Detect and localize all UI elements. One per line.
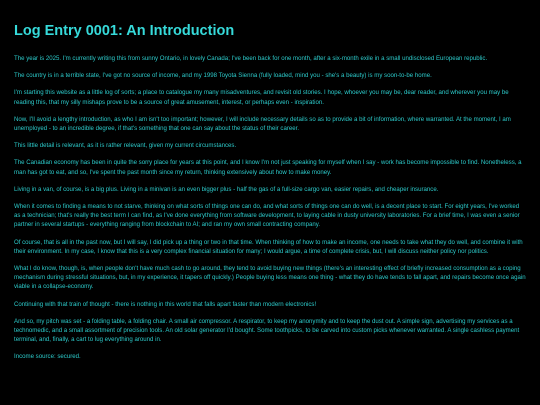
paragraph: Continuing with that train of thought - there is nothing in this world that falls apart faster than modern electronics! [14,300,317,308]
paragraph: The country is in a terrible state, I've got no source of income, and my 1998 Toyota Sienna (fully loaded, mind you - she's a beauty) is my soon-to-be home. [14,72,432,80]
paragraph: Now, I'll avoid a lengthy introduction, as who I am isn't too important; however, I will include necessary details so as to provide a bit of information, where warranted. At the moment, I am unemployed - to an incredible degree, if that's something that one can say about the status of their career. [14,115,511,132]
paragraph: Of course, that is all in the past now, but I will say, I did pick up a thing or two in that time. When thinking of how to make an income, one needs to take what they do well, and combine it with their environment. In my case, I know that this is a very complex financial situation for many; I would argue, a time of complete crisis, but, I will discuss neither policy nor politics. [14,238,523,255]
paragraph: The Canadian economy has been in quite the sorry place for years at this point, and I know I'm not just speaking for myself when I say - work has become impossible to find. Nonetheless, a man has got to eat, and so, I've spent the past month since my return, thinking extensively about how to make money. [14,159,522,176]
paragraph: This little detail is relevant, as it is rather relevant, given my current circumstances. [14,142,237,150]
paragraph: The year is 2025. I'm currently writing this from sunny Ontario, in lovely Canada; I've been back for one month, after a six-month exile in a small undisclosed European republic. [14,54,488,62]
paragraph: And so, my pitch was set - a folding table, a folding chair. A small air compressor. A respirator, to keep my anonymity and to keep the dust out. A simple sign, advertising my services as a technomedic, and a small assortment of precision tools. An old solar generator I'd bought. Some toothpicks, to be carved into custom picks whenever warranted. A single cashless payment terminal, and, finally, a cart to lug everything around in. [14,317,520,344]
page-title: Log Entry 0001: An Introduction [14,23,235,39]
paragraph: Income source: secured. [14,353,81,361]
paragraph: When it comes to finding a means to not starve, thinking on what sorts of things one can do, and what sorts of things one can do well, is a decent place to start. For eight years, I've worked as a technician; that's really the best term I can find, as I've done everything from software development, to laying cable in dusty university laboratories. For a brief time, I was even a senior partner in several startups - everything ranging from blockchain to AI; and ran my own small contracting company. [14,202,520,229]
paragraph: What I do know, though, is, when people don't have much cash to go around, they tend to avoid buying new things (there's an interesting effect of briefly increased consumption as a coping mechanism during stressful situations, but, in my experience, it tapers off quickly.) People buying less means one thing - what they do have tends to fall apart, and repairs become once again viable in a collapse-economy. [14,264,526,291]
paragraph: I'm starting this website as a little log of sorts; a place to catalogue my many misadventures, and revisit old stories. I hope, whoever you may be, dear reader, and wherever you may be reading this, that my silly mishaps prove to be a source of great amusement, interest, or perhaps even - inspiration. [14,89,509,106]
paragraph: Living in a van, of course, is a big plus. Living in a minivan is an even bigger plus - half the gas of a full-size cargo van, easier repairs, and cheaper insurance. [14,185,439,193]
